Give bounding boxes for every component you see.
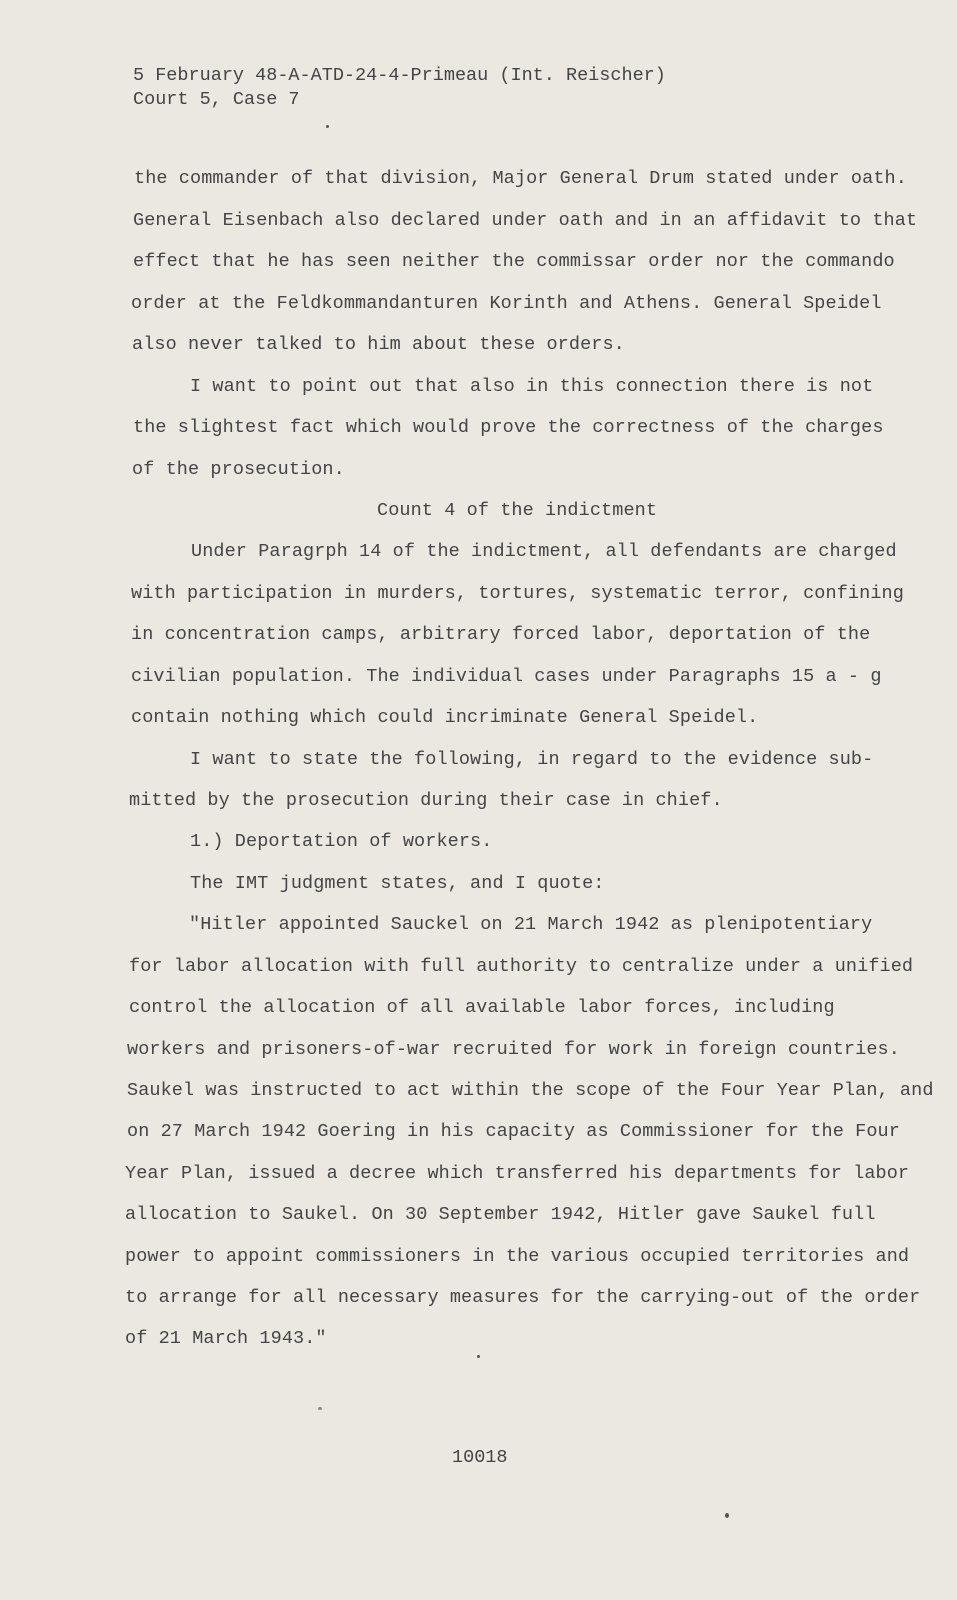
- quote-line: for labor allocation with full authority to centralize under a unified: [129, 956, 914, 977]
- text-line: effect that he has seen neither the commissar order nor the commando: [133, 251, 895, 272]
- quote-line: power to appoint commissioners in the various occupied territories and: [125, 1246, 910, 1267]
- quote-line: allocation to Saukel. On 30 September 1942, Hitler gave Saukel full: [125, 1204, 876, 1225]
- quote-line: control the allocation of all available labor forces, including: [129, 997, 835, 1018]
- text-line: I want to point out that also in this connection there is not: [190, 376, 874, 397]
- text-line: in concentration camps, arbitrary forced labor, deportation of the: [131, 624, 871, 645]
- text-line: also never talked to him about these orders.: [132, 334, 625, 355]
- paper-speck: [477, 1355, 480, 1358]
- quote-line: Saukel was instructed to act within the scope of the Four Year Plan, and: [127, 1080, 934, 1101]
- header-reference: 5 February 48-A-ATD-24-4-Primeau (Int. Reischer): [133, 65, 666, 86]
- text-line: the slightest fact which would prove the correctness of the charges: [133, 417, 884, 438]
- quote-line: to arrange for all necessary measures for the carrying-out of the order: [125, 1287, 921, 1308]
- quote-line: "Hitler appointed Sauckel on 21 March 1942 as plenipotentiary: [189, 914, 873, 935]
- paper-speck: [318, 1407, 322, 1410]
- text-line: Under Paragrph 14 of the indictment, all defendants are charged: [191, 541, 897, 562]
- text-line: General Eisenbach also declared under oath and in an affidavit to that: [133, 210, 918, 231]
- page-number: 10018: [452, 1447, 508, 1468]
- header-court: Court 5, Case 7: [133, 89, 300, 110]
- section-heading: Count 4 of the indictment: [377, 500, 658, 521]
- quote-line: on 27 March 1942 Goering in his capacity as Commissioner for the Four: [127, 1121, 900, 1142]
- document-header: [133, 64, 666, 112]
- text-line: the commander of that division, Major General Drum stated under oath.: [134, 168, 907, 189]
- text-line: contain nothing which could incriminate General Speidel.: [131, 707, 759, 728]
- paper-speck: [326, 125, 329, 128]
- text-line: The IMT judgment states, and I quote:: [190, 873, 605, 894]
- text-line: of the prosecution.: [132, 459, 345, 480]
- text-line: 1.) Deportation of workers.: [190, 831, 493, 852]
- text-line: I want to state the following, in regard to the evidence sub-: [190, 749, 874, 770]
- quote-line: Year Plan, issued a decree which transferred his departments for labor: [125, 1163, 910, 1184]
- text-line: order at the Feldkommandanturen Korinth and Athens. General Speidel: [131, 293, 882, 314]
- paper-speck: [725, 1513, 729, 1518]
- text-line: with participation in murders, tortures, systematic terror, confining: [131, 583, 904, 604]
- text-line: civilian population. The individual cases under Paragraphs 15 a - g: [131, 666, 882, 687]
- quote-line: of 21 March 1943.": [125, 1328, 327, 1349]
- quote-line: workers and prisoners-of-war recruited for work in foreign countries.: [127, 1039, 900, 1060]
- text-line: mitted by the prosecution during their case in chief.: [129, 790, 723, 811]
